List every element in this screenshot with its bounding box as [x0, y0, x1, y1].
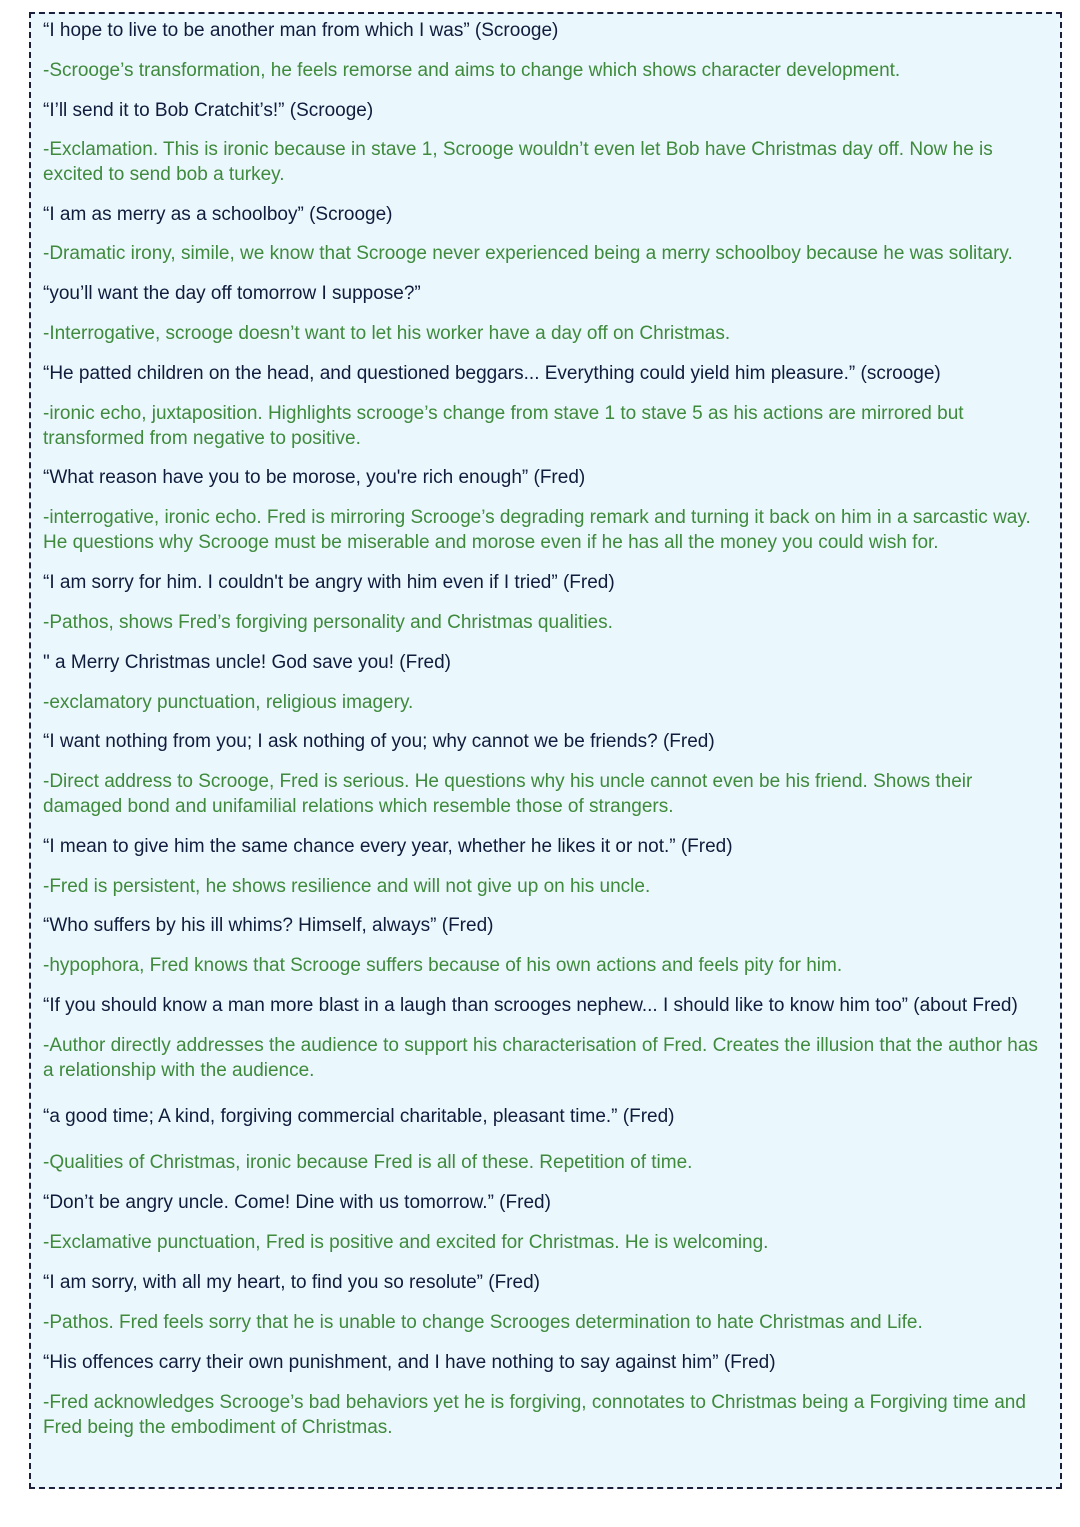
analysis-note: -Interrogative, scrooge doesn’t want to let his worker have a day off on Christmas.: [43, 323, 731, 344]
analysis-note: -interrogative, ironic echo. Fred is mirroring Scrooge’s degrading remark and turning it back on him in a sarcastic way. He questions why Scrooge must be miserable and morose even if he has all the money you could wish for.: [43, 507, 1031, 553]
quote-text: “Don’t be angry uncle. Come! Dine with us tomorrow.” (Fred): [43, 1192, 551, 1213]
quote-text: “you’ll want the day off tomorrow I suppose?”: [43, 283, 421, 304]
analysis-note: -ironic echo, juxtaposition. Highlights scrooge’s change from stave 1 to stave 5 as his actions are mirrored but transformed from negative to positive.: [43, 403, 964, 449]
analysis-note: -Author directly addresses the audience to support his characterisation of Fred. Creates the illusion that the author has a relationship with the audience.: [43, 1035, 1038, 1081]
quote-text: “a good time; A kind, forgiving commercial charitable, pleasant time.” (Fred): [43, 1106, 675, 1127]
quote-text: “I am as merry as a schoolboy” (Scrooge): [43, 204, 393, 225]
analysis-note: -Pathos. Fred feels sorry that he is unable to change Scrooges determination to hate Christmas and Life.: [43, 1312, 923, 1333]
analysis-note: -Pathos, shows Fred’s forgiving personality and Christmas qualities.: [43, 612, 613, 633]
quote-text: “If you should know a man more blast in a laugh than scrooges nephew... I should like to know him too” (about Fred): [43, 995, 1018, 1016]
quote-text: " a Merry Christmas uncle! God save you! (Fred): [43, 652, 451, 673]
quote-text: “I am sorry for him. I couldn't be angry with him even if I tried” (Fred): [43, 572, 615, 593]
quote-text: “I mean to give him the same chance every year, whether he likes it or not.” (Fred): [43, 836, 733, 857]
analysis-note: -Dramatic irony, simile, we know that Scrooge never experienced being a merry schoolboy because he was solitary.: [43, 243, 1013, 264]
analysis-note: -exclamatory punctuation, religious imagery.: [43, 692, 414, 713]
notes-content: [43, 18, 1043, 1440]
quote-text: “I hope to live to be another man from which I was” (Scrooge): [43, 20, 559, 41]
analysis-note: -Fred acknowledges Scrooge’s bad behaviors yet he is forgiving, connotates to Christmas being a Forgiving time and Fred being the embodiment of Christmas.: [43, 1392, 1026, 1438]
analysis-note: -Exclamative punctuation, Fred is positive and excited for Christmas. He is welcoming.: [43, 1232, 769, 1253]
analysis-note: -Scrooge’s transformation, he feels remorse and aims to change which shows character development.: [43, 60, 901, 81]
quote-text: “What reason have you to be morose, you're rich enough” (Fred): [43, 467, 586, 488]
quote-text: “I’ll send it to Bob Cratchit’s!” (Scrooge): [43, 100, 374, 121]
analysis-note: -hypophora, Fred knows that Scrooge suffers because of his own actions and feels pity for him.: [43, 955, 843, 976]
quote-text: “I want nothing from you; I ask nothing of you; why cannot we be friends? (Fred): [43, 731, 715, 752]
analysis-note: -Qualities of Christmas, ironic because Fred is all of these. Repetition of time.: [43, 1152, 693, 1173]
quote-text: “He patted children on the head, and questioned beggars... Everything could yield him pleasure.” (scrooge): [43, 363, 941, 384]
quote-text: “I am sorry, with all my heart, to find you so resolute” (Fred): [43, 1272, 540, 1293]
analysis-note: -Exclamation. This is ironic because in stave 1, Scrooge wouldn’t even let Bob have Christmas day off. Now he is excited to send bob a turkey.: [43, 139, 993, 185]
analysis-note: -Fred is persistent, he shows resilience and will not give up on his uncle.: [43, 876, 651, 897]
quote-text: “His offences carry their own punishment, and I have nothing to say against him” (Fred): [43, 1352, 776, 1373]
notes-sheet: [29, 12, 1062, 1489]
quote-text: “Who suffers by his ill whims? Himself, always” (Fred): [43, 915, 494, 936]
analysis-note: -Direct address to Scrooge, Fred is serious. He questions why his uncle cannot even be his friend. Shows their damaged bond and unifamilial relations which resemble those of strangers.: [43, 771, 973, 817]
